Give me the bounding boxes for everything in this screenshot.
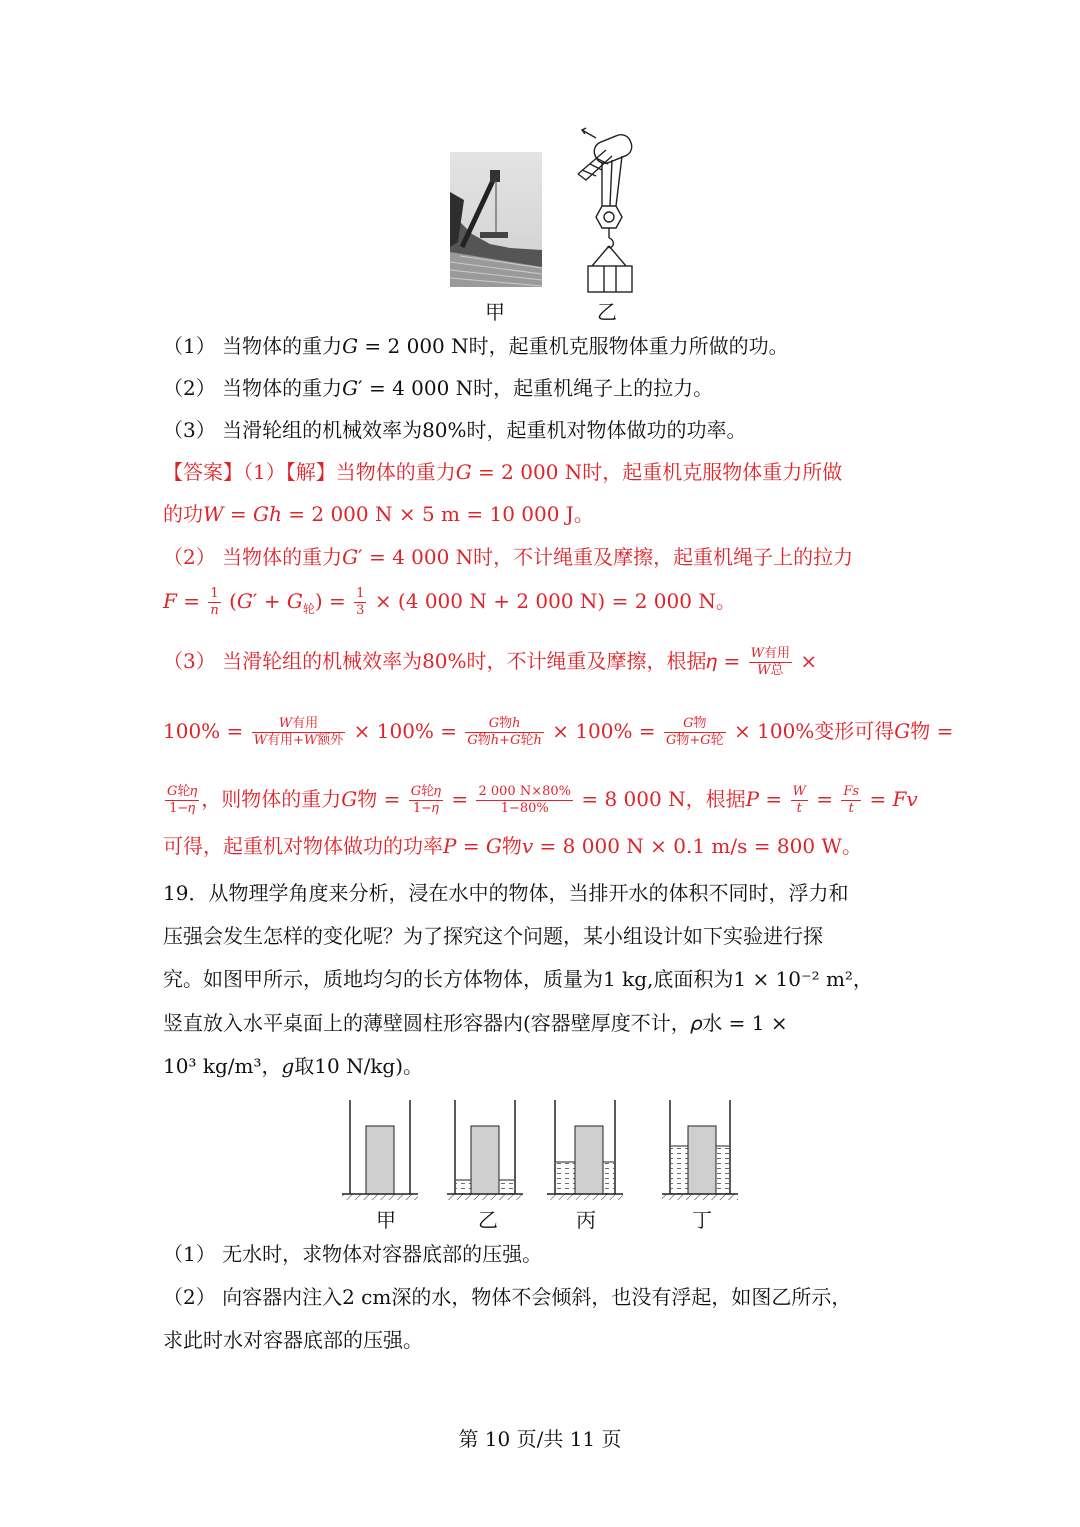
answer-l4-sub: 轮 <box>302 602 315 616</box>
container-jia <box>342 1100 418 1200</box>
frac-den: 1−𝜂 <box>169 801 196 816</box>
answer-line-4 <box>163 586 923 623</box>
q19-line-1: 19．从物理学角度来分析，浸在水中的物体，当排开水的体积不同时，浮力和 <box>163 881 849 905</box>
q19-part2-line1: （2） 向容器内注入2 cm深的水，物体不会倾斜，也没有浮起，如图乙所示， <box>163 1285 852 1309</box>
fraction-1-over-3 <box>354 586 366 619</box>
figure2-label-bing: 丙 <box>576 1208 596 1232</box>
frac-num: 1 <box>208 586 220 603</box>
frac-den: 𝑛 <box>210 603 219 618</box>
frac-den: 𝐺物ℎ+𝐺轮ℎ <box>467 733 542 748</box>
fraction-efficiency <box>749 646 792 679</box>
fraction-useful-total <box>252 716 346 749</box>
crane-photo <box>450 152 542 287</box>
frac-den: 1−𝜂 <box>412 801 439 816</box>
frac-den: 3 <box>356 603 365 618</box>
frac-num: 𝐺物 <box>664 716 726 733</box>
answer-l6-b: × 100% = <box>353 719 458 743</box>
figure1-label-yi: 乙 <box>597 300 617 324</box>
frac-num: 𝐺轮𝜂 <box>167 784 198 799</box>
q18-part2: （2） 当物体的重力𝐺′ = 4 000 N时，起重机绳子上的拉力。 <box>163 376 714 400</box>
figure2-label-jia: 甲 <box>376 1208 396 1232</box>
q19-line-3: 究。如图甲所示，质地均匀的长方体物体，质量为1 kg,底面积为1 × 10⁻² m²， <box>163 967 873 991</box>
fraction-w-t <box>791 784 808 817</box>
answer-l5-a: （3） 当滑轮组的机械效率为80%时，不计绳重及摩擦，根据𝜂 = <box>163 649 741 673</box>
answer-line-2: 的功𝑊 = 𝐺ℎ = 2 000 N × 5 m = 10 000 J。 <box>163 502 594 526</box>
frac-den: 𝐺物+𝐺轮 <box>665 733 724 748</box>
answer-l6-a: 100% = <box>163 719 244 743</box>
frac-num: 𝑊 <box>792 784 806 799</box>
frac-den: 1−80% <box>500 801 549 816</box>
answer-line-7 <box>163 784 923 817</box>
page-footer: 第 10 页/共 11 页 <box>458 1427 622 1451</box>
fraction-g <box>664 716 726 749</box>
frac-num: 𝐺轮𝜂 <box>410 784 441 799</box>
container-yi <box>447 1100 523 1200</box>
q19-line-5: 10³ kg/m³，𝑔取10 N/kg)。 <box>163 1054 424 1078</box>
q19-part2-line2: 求此时水对容器底部的压强。 <box>163 1328 423 1352</box>
pulley-diagram <box>576 126 638 296</box>
answer-line-1: 【答案】（1）【解】当物体的重力𝐺 = 2 000 N时，起重机克服物体重力所做 <box>163 460 843 484</box>
fraction-1-over-n <box>208 586 220 619</box>
fraction-g-eta <box>165 784 199 817</box>
frac-num: 2 000 N×80% <box>478 784 571 799</box>
answer-l4-d: × (4 000 N + 2 000 N) = 2 000 N。 <box>374 589 736 613</box>
frac-num: 𝐺物ℎ <box>465 716 543 733</box>
containers-diagram <box>340 1096 740 1206</box>
answer-l4-a: 𝐹 = <box>163 589 200 613</box>
answer-line-6 <box>163 716 954 749</box>
answer-l4-c: ) = <box>314 589 346 613</box>
answer-l7-b: = <box>451 787 469 811</box>
answer-l7-c: = 8 000 N，根据𝑃 = <box>581 787 783 811</box>
fraction-fs-t <box>841 784 861 817</box>
frac-num: 𝐹𝑠 <box>843 784 860 799</box>
fraction-numeric <box>476 784 573 817</box>
answer-l6-d: × 100%变形可得𝐺物 = <box>734 719 954 743</box>
answer-l6-c: × 100% = <box>552 719 656 743</box>
answer-line-5 <box>163 646 923 679</box>
fraction-gh <box>465 716 543 749</box>
frac-den: 𝑊有用+𝑊额外 <box>253 733 344 748</box>
answer-line-8: 可得，起重机对物体做功的功率𝑃 = 𝐺物𝑣 = 8 000 N × 0.1 m/s = 800 W。 <box>163 834 862 858</box>
answer-l7-e: = 𝐹𝑣 <box>869 787 918 811</box>
container-ding <box>662 1100 738 1200</box>
frac-den: 𝑡 <box>796 801 802 816</box>
q19-part1: （1） 无水时，求物体对容器底部的压强。 <box>163 1242 543 1266</box>
container-bing <box>547 1100 623 1200</box>
frac-num: 𝑊有用 <box>750 646 790 661</box>
answer-line-3: （2） 当物体的重力𝐺′ = 4 000 N时，不计绳重及摩擦，起重机绳子上的拉力 <box>163 545 854 569</box>
frac-den: 𝑡 <box>848 801 854 816</box>
frac-den: 𝑊总 <box>757 663 784 678</box>
frac-num: 𝑊有用 <box>252 716 346 733</box>
figure1-label-jia: 甲 <box>485 300 505 324</box>
q19-line-2: 压强会发生怎样的变化呢？为了探究这个问题，某小组设计如下实验进行探 <box>163 924 823 948</box>
answer-l5-b: × <box>800 649 818 673</box>
figure2-label-yi: 乙 <box>478 1208 498 1232</box>
answer-l7-d: = <box>816 787 834 811</box>
q18-part3: （3） 当滑轮组的机械效率为80%时，起重机对物体做功的功率。 <box>163 418 747 442</box>
figure2-label-ding: 丁 <box>692 1208 712 1232</box>
q19-line-4: 竖直放入水平桌面上的薄壁圆柱形容器内(容器壁厚度不计，𝜌水 = 1 × <box>163 1011 788 1035</box>
answer-l4-b: (𝐺′ + 𝐺 <box>229 589 303 613</box>
q18-part1: （1） 当物体的重力𝐺 = 2 000 N时，起重机克服物体重力所做的功。 <box>163 334 789 358</box>
frac-num: 1 <box>356 586 365 601</box>
answer-l7-a: ，则物体的重力𝐺物 = <box>201 787 401 811</box>
fraction-g-eta-2 <box>409 784 443 817</box>
